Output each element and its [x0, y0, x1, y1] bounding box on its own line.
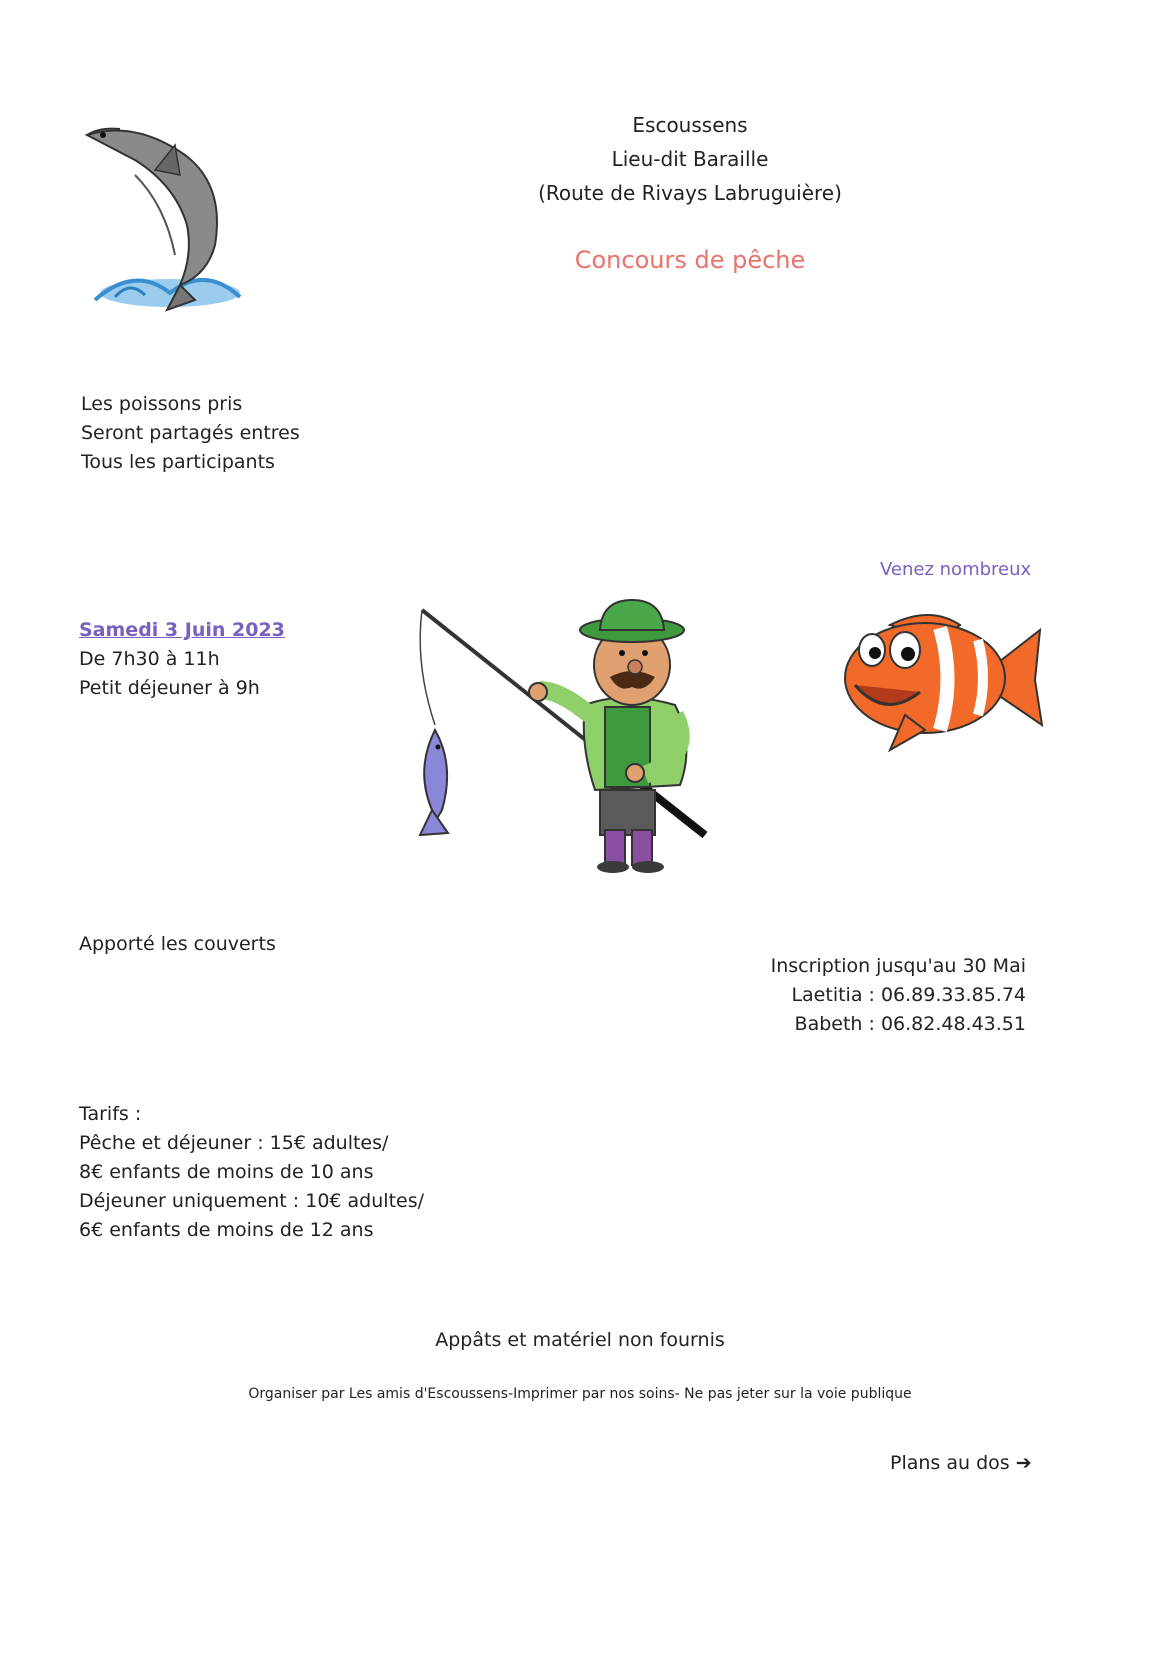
contact-laetitia: Laetitia : 06.89.33.85.74 [791, 984, 1026, 1006]
intro-line: Les poissons pris [81, 393, 243, 415]
tagline: Venez nombreux [880, 559, 1032, 580]
event-info [79, 616, 285, 703]
event-date: Samedi 3 Juin 2023 [79, 619, 285, 641]
town-name: Escoussens [632, 113, 748, 137]
plans-au-dos [890, 1449, 1032, 1478]
bait-note: Appâts et matériel non fournis [435, 1329, 725, 1351]
header-block [440, 108, 940, 210]
jumping-fish-illustration [75, 115, 250, 315]
price-line: Pêche et déjeuner : 15€ adultes/ [79, 1132, 389, 1154]
price-line: 6€ enfants de moins de 12 ans [79, 1219, 374, 1241]
plans-au-dos-label: Plans au dos [890, 1452, 1010, 1474]
event-hours: De 7h30 à 11h [79, 648, 220, 670]
contact-babeth: Babeth : 06.82.48.43.51 [794, 1013, 1026, 1035]
price-line: 8€ enfants de moins de 10 ans [79, 1161, 374, 1183]
bring-cutlery: Apporté les couverts [79, 933, 276, 955]
road-name: (Route de Rivays Labruguière) [538, 181, 842, 205]
arrow-right-icon: ➔ [1015, 1452, 1032, 1474]
event-breakfast: Petit déjeuner à 9h [79, 677, 260, 699]
prices-heading: Tarifs : [79, 1103, 142, 1125]
clownfish-illustration [820, 600, 1045, 755]
fisherman-illustration [410, 595, 720, 875]
intro-text [81, 390, 300, 477]
registration-deadline: Inscription jusqu'au 30 Mai [770, 955, 1026, 977]
price-line: Déjeuner uniquement : 10€ adultes/ [79, 1190, 425, 1212]
registration-info [700, 952, 1026, 1039]
intro-line: Tous les participants [81, 451, 275, 473]
place-name: Lieu-dit Baraille [611, 147, 769, 171]
page-title: Concours de pêche [574, 246, 806, 274]
footer-note: Organiser par Les amis d'Escoussens-Imprimer par nos soins- Ne pas jeter sur la voie publique [248, 1386, 912, 1402]
prices-block [79, 1100, 424, 1245]
intro-line: Seront partagés entres [81, 422, 300, 444]
